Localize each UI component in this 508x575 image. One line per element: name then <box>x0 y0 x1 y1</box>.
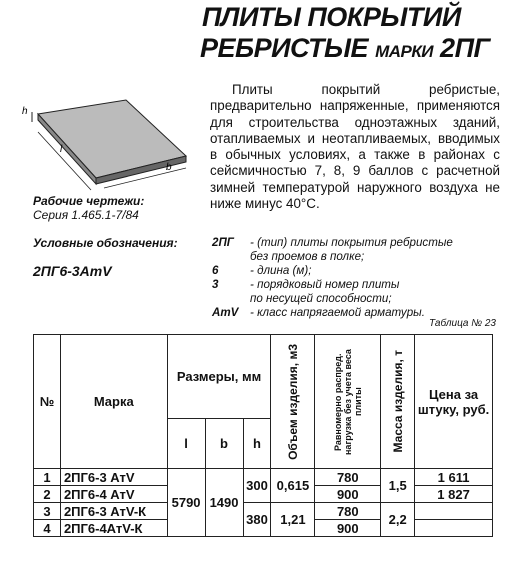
header-volume-cell <box>271 335 315 469</box>
header-b: b <box>205 419 243 469</box>
header-mark: Марка <box>60 335 167 469</box>
row-price <box>415 520 493 537</box>
row-mark: 2ПГ6-4 АтV <box>60 486 167 503</box>
header-l: l <box>167 419 205 469</box>
cell-mass-b: 2,2 <box>381 503 415 537</box>
row-load: 900 <box>315 486 381 503</box>
cell-l: 5790 <box>167 469 205 537</box>
legend-item <box>212 236 453 250</box>
row-no: 3 <box>34 503 61 520</box>
legend-text: - класс напрягаемой арматуры. <box>250 306 425 319</box>
legend-item <box>212 264 311 278</box>
slab-label-h: h <box>22 106 28 117</box>
table-row <box>34 503 493 520</box>
table-row <box>34 469 493 486</box>
row-load: 780 <box>315 469 381 486</box>
header-mass-cell <box>381 335 415 469</box>
legend-text: - длина (м); <box>250 264 312 277</box>
cell-volume-b: 1,21 <box>271 503 315 537</box>
cell-volume-a: 0,615 <box>271 469 315 503</box>
title-line1: ПЛИТЫ ПОКРЫТИЙ <box>202 2 461 32</box>
row-no: 1 <box>34 469 61 486</box>
legend-key: 2ПГ <box>212 236 234 249</box>
legend-text: по несущей способности; <box>250 292 392 305</box>
legend-code: 2ПГ6-3АтV <box>33 263 112 279</box>
header-load: Равномерно распред. нагрузка без учета веса плиты <box>332 348 363 455</box>
legend-key: 3 <box>212 278 219 291</box>
legend-key: АтV <box>212 306 239 319</box>
row-price: 1 611 <box>415 469 493 486</box>
table-label: Таблица № 23 <box>429 318 496 329</box>
slab-drawing <box>16 92 196 192</box>
working-drawings-label: Рабочие чертежи: <box>33 194 145 208</box>
row-mark: 2ПГ6-3 АтV <box>60 469 167 486</box>
slab-label-l: l <box>60 144 63 155</box>
header-h: h <box>243 419 271 469</box>
working-drawings-value: Серия 1.465.1-7/84 <box>33 208 139 222</box>
cell-h-a: 300 <box>243 469 271 503</box>
header-no: № <box>34 335 61 469</box>
header-sizes: Размеры, мм <box>167 335 271 419</box>
intro-text: Плиты покрытий ребристые, предварительно напряженные, применяются для строительства одноэтажных зданий, отапливаемых и неотапливаемых, вводимых в обычных условиях, а также в районах с сейсмичностью 7, 8, 9 баллов с расчетной зимней температурой наружного воздуха не ниже минус 40°С. <box>210 82 500 212</box>
row-mark: 2ПГ6-4АтV-К <box>60 520 167 537</box>
row-no: 4 <box>34 520 61 537</box>
row-price <box>415 503 493 520</box>
legend-item <box>212 306 425 320</box>
title-line2 <box>200 33 490 64</box>
working-drawings <box>33 194 144 222</box>
legend-text: без проемов в полке; <box>250 250 365 263</box>
legend-title: Условные обозначения: <box>33 236 178 250</box>
row-no: 2 <box>34 486 61 503</box>
row-load: 900 <box>315 520 381 537</box>
cell-h-b: 380 <box>243 503 271 537</box>
header-load-cell <box>315 335 381 469</box>
legend-text: - порядковый номер плиты <box>250 278 400 291</box>
title-line2-code: 2ПГ <box>440 33 490 63</box>
cell-mass-a: 1,5 <box>381 469 415 503</box>
legend-item <box>212 278 399 292</box>
title-line2-small: МАРКИ <box>375 42 434 61</box>
header-price: Цена за штуку, руб. <box>415 335 493 469</box>
products-table <box>33 334 493 537</box>
row-price: 1 827 <box>415 486 493 503</box>
header-volume: Объем изделия, м3 <box>285 343 300 460</box>
legend-text: - (тип) плиты покрытия ребристые <box>250 236 453 249</box>
header-mass: Масса изделия, т <box>390 350 405 453</box>
slab-label-b: b <box>166 162 172 173</box>
legend-key: 6 <box>212 264 219 277</box>
row-mark: 2ПГ6-3 АтV-К <box>60 503 167 520</box>
cell-b: 1490 <box>205 469 243 537</box>
legend-item <box>250 250 364 264</box>
legend-item <box>250 292 392 306</box>
title-line2-text: РЕБРИСТЫЕ <box>200 33 369 63</box>
row-load: 780 <box>315 503 381 520</box>
